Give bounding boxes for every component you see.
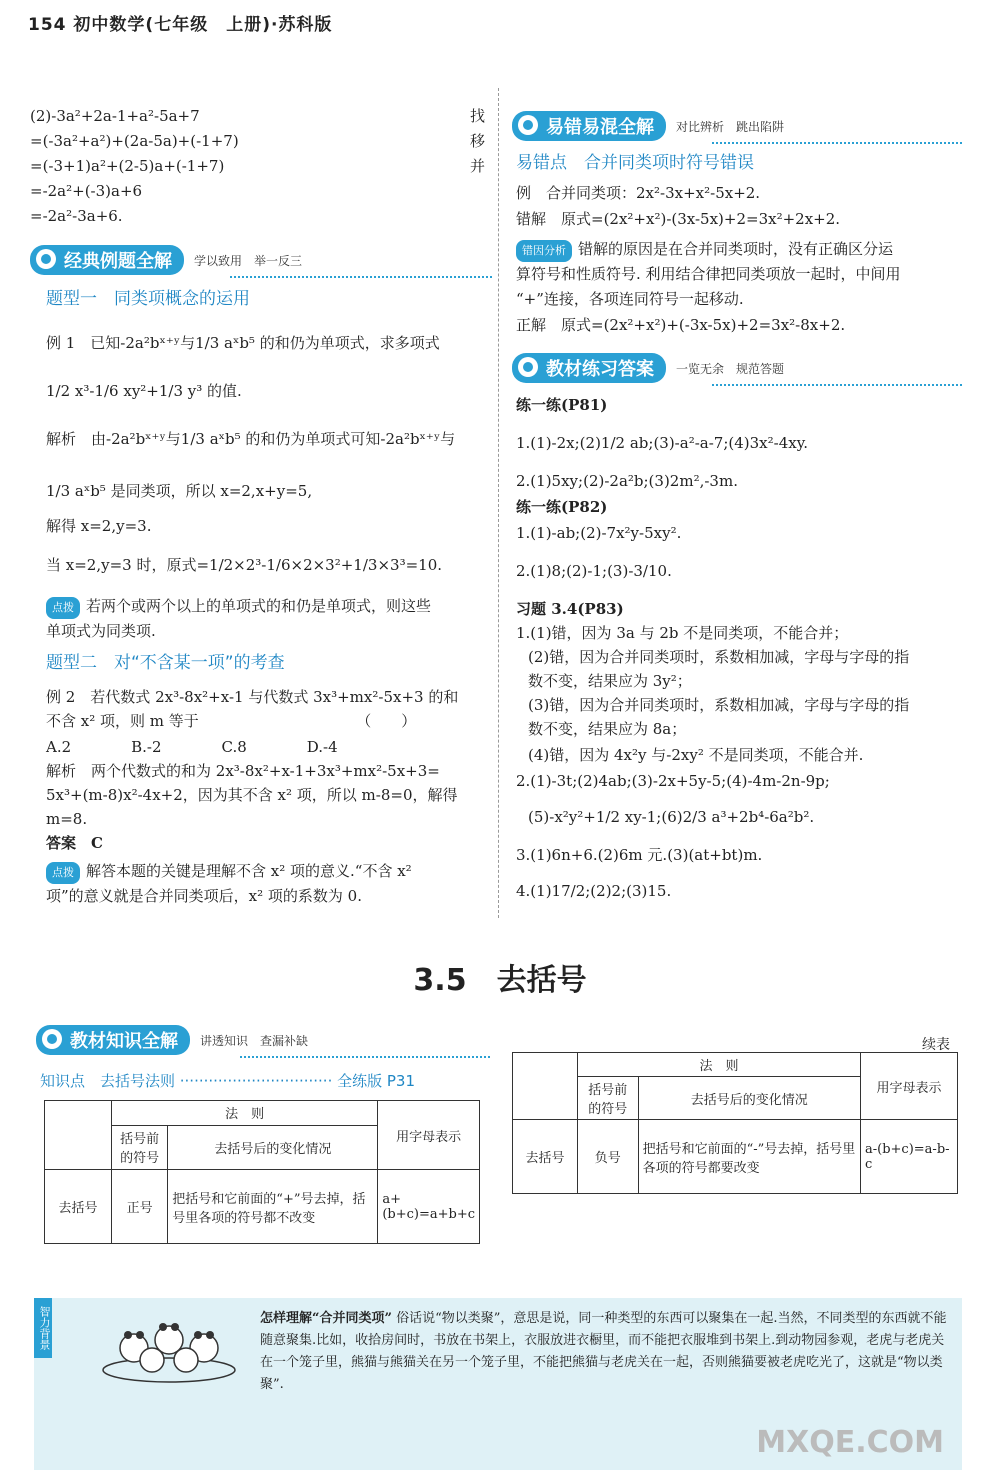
- calc-line: (2)-3a²+2a-1+a²-5a+7: [30, 107, 200, 125]
- example-line: 当 x=2,y=3 时，原式=1/2×2³-1/6×2×3²+1/3×3³=10.: [46, 556, 442, 574]
- calc-line: =(-3+1)a²+(2-5)a+(-1+7): [30, 157, 225, 175]
- example-line: 例 1 已知-2a²bˣ⁺ʸ与1/3 aˣb⁵ 的和仍为单项式，求多项式: [46, 334, 440, 352]
- answer-line: 4.(1)17/2;(2)2;(3)15.: [516, 882, 672, 900]
- table-cell: a-(b+c)=a-b-c: [861, 1120, 958, 1194]
- table-col-header: 去括号后的变化情况: [638, 1077, 860, 1120]
- calc-line: =-2a²+(-3)a+6: [30, 182, 143, 200]
- tip-badge: 点拨: [46, 862, 80, 884]
- section-banner: [30, 246, 302, 274]
- type-title: 题型二 对“不含某一项”的考查: [46, 653, 285, 673]
- table-col-header: 括号前的符号: [112, 1125, 168, 1169]
- banner-title: 易错易混全解: [512, 111, 666, 141]
- answer-line: 1.(1)-ab;(2)-7x²y-5xy².: [516, 524, 682, 542]
- background-box: [34, 1298, 962, 1470]
- error-badge: 错因分析: [516, 240, 572, 262]
- banner-rule: [230, 276, 492, 278]
- banner-tag: 学以致用 举一反三: [194, 253, 303, 268]
- row-header: 去括号: [45, 1170, 112, 1244]
- table-head: 法 则: [112, 1101, 378, 1126]
- answer-line: 答案 C: [46, 834, 103, 852]
- rule-table-continued: [512, 1052, 958, 1194]
- book-title: 初中数学(七年级 上册)·苏科版: [73, 15, 333, 35]
- answer-line: 2.(1)5xy;(2)-2a²b;(3)2m²,-3m.: [516, 472, 738, 490]
- table-cell: 负号: [578, 1120, 639, 1194]
- error-line: 错因分析 错解的原因是在合并同类项时，没有正确区分运: [516, 238, 893, 262]
- error-line: 错解 原式=(2x²+x²)-(3x-5x)+2=3x²+2x+2.: [516, 210, 841, 228]
- answer-line: 2.(1)-3t;(2)4ab;(3)-2x+5y-5;(4)-4m-2n-9p;: [516, 772, 830, 790]
- table-cell: 把括号和它前面的“-”号去掉，括号里各项的符号都要改变: [638, 1120, 860, 1194]
- example-line: 例 2 若代数式 2x³-8x²+x-1 与代数式 3x³+mx²-5x+3 的和: [46, 688, 459, 706]
- banner-tag: 讲透知识 查漏补缺: [200, 1033, 309, 1048]
- banner-tag: 一览无余 规范答题: [676, 361, 785, 376]
- calc-note: 找: [470, 107, 486, 125]
- answer-heading: 练一练(P81): [516, 396, 608, 414]
- banner-tag: 对比辨析 跳出陷阱: [676, 119, 785, 134]
- answer-line: 数不变，结果应为 3y²；: [528, 672, 692, 690]
- calc-note: 并: [470, 157, 486, 175]
- knowledge-point: 知识点 去括号法则 ································ 全练版 P31: [40, 1072, 416, 1090]
- error-line: 算符号和性质符号. 利用结合律把同类项放一起时，中间用: [516, 265, 901, 283]
- table-col-header: 用字母表示: [861, 1053, 958, 1120]
- background-body: 俗话说“物以类聚”，意思是说，同一种类型的东西可以聚集在一起.当然，不同类型的东西就不能随意聚集.比如，收拾房间时，书放在书架上，衣服放进衣橱里，而不能把衣服堆到书架上.到动物园参观，老虎与老虎关在一个笼子里，熊猫与熊猫关在另一个笼子里，不能把熊猫与老虎关在一起，否则熊猫要被老虎吃光了，这就是“物以类聚”.: [260, 1311, 947, 1392]
- table-col-header: 用字母表示: [378, 1101, 480, 1170]
- answer-line: (2)错，因为合并同类项时，系数相加减，字母与字母的指: [528, 648, 910, 666]
- example-line: m=8.: [46, 810, 88, 828]
- row-header: 去括号: [513, 1120, 578, 1194]
- background-title: 怎样理解“合并同类项”: [260, 1311, 392, 1326]
- pandas-illustration: [94, 1308, 244, 1388]
- answer-line: 2.(1)8;(2)-1;(3)-3/10.: [516, 562, 672, 580]
- chapter-title: 3.5 去括号: [413, 963, 587, 998]
- calc-note: 移: [470, 132, 486, 150]
- page-header: [28, 10, 332, 35]
- error-title: 易错点 合并同类项时符号错误: [516, 153, 754, 173]
- answer-line: (3)错，因为合并同类项时，系数相加减，字母与字母的指: [528, 696, 910, 714]
- tip-line: 项”的意义就是合并同类项后，x² 项的系数为 0.: [46, 887, 362, 905]
- corner-cell: [513, 1053, 578, 1120]
- example-line: 1/3 aˣb⁵ 是同类项，所以 x=2,x+y=5,: [46, 482, 313, 500]
- example-line: A.2 B.-2 C.8 D.-4: [46, 738, 338, 756]
- tip-badge: 点拨: [46, 597, 80, 619]
- answer-line: 1.(1)错，因为 3a 与 2b 不是同类项，不能合并；: [516, 624, 849, 642]
- banner-title: 经典例题全解: [30, 245, 184, 275]
- answer-line: 3.(1)6n+6.(2)6m 元.(3)(at+bt)m.: [516, 846, 763, 864]
- column-divider: [498, 88, 499, 918]
- example-line: 解析 由-2a²bˣ⁺ʸ与1/3 aˣb⁵ 的和仍为单项式可知-2a²bˣ⁺ʸ与: [46, 430, 456, 448]
- example-line: 1/2 x³-1/6 xy²+1/3 y³ 的值.: [46, 382, 242, 400]
- answer-line: (5)-x²y²+1/2 xy-1;(6)2/3 a³+2b⁴-6a²b².: [528, 808, 815, 826]
- corner-cell: [45, 1101, 112, 1170]
- calc-line: =(-3a²+a²)+(2a-5a)+(-1+7): [30, 132, 239, 150]
- background-text: [260, 1308, 950, 1396]
- example-line: 解析 两个代数式的和为 2x³-8x²+x-1+3x³+mx²-5x+3=: [46, 762, 440, 780]
- continued-label: 续表: [922, 1037, 950, 1053]
- example-line: 不含 x² 项，则 m 等于 （ ）: [46, 712, 417, 730]
- calc-line: =-2a²-3a+6.: [30, 207, 123, 225]
- table-col-header: 括号前的符号: [578, 1077, 639, 1120]
- page-number: 154: [28, 15, 67, 35]
- tip-line: 单项式为同类项.: [46, 622, 156, 640]
- section-banner: [512, 112, 784, 140]
- table-cell: 正号: [112, 1170, 168, 1244]
- table-cell: 把括号和它前面的“+”号去掉，括号里各项的符号都不改变: [168, 1170, 378, 1244]
- answer-heading: 习题 3.4(P83): [516, 600, 624, 618]
- banner-title: 教材知识全解: [36, 1025, 190, 1055]
- watermark: MXQE.COM: [756, 1425, 944, 1460]
- section-banner: [512, 354, 784, 382]
- error-line: 例 合并同类项：2x²-3x+x²-5x+2.: [516, 184, 761, 202]
- tip-line: 点拨 若两个或两个以上的单项式的和仍是单项式，则这些: [46, 595, 431, 619]
- example-line: 5x³+(m-8)x²-4x+2，因为其不含 x² 项，所以 m-8=0，解得: [46, 786, 458, 804]
- banner-rule: [712, 384, 962, 386]
- answer-heading: 练一练(P82): [516, 498, 608, 516]
- banner-rule: [712, 142, 962, 144]
- table-head: 法 则: [578, 1053, 861, 1077]
- banner-rule: [240, 1056, 490, 1058]
- rule-table: [44, 1100, 480, 1244]
- answer-line: 数不变，结果应为 8a；: [528, 720, 687, 738]
- section-banner: [36, 1026, 308, 1054]
- table-cell: a+(b+c)=a+b+c: [378, 1170, 480, 1244]
- answer-line: (4)错，因为 4x²y 与-2xy² 不是同类项，不能合并.: [528, 746, 864, 764]
- tip-line: 点拨 解答本题的关键是理解不含 x² 项的意义.“不含 x²: [46, 860, 412, 884]
- error-line: “+”连接，各项连同符号一起移动.: [516, 290, 744, 308]
- error-line: 正解 原式=(2x²+x²)+(-3x-5x)+2=3x²-8x+2.: [516, 316, 846, 334]
- side-label: 智力背景: [34, 1298, 52, 1358]
- answer-line: 1.(1)-2x;(2)1/2 ab;(3)-a²-a-7;(4)3x²-4xy.: [516, 434, 808, 452]
- table-col-header: 去括号后的变化情况: [168, 1125, 378, 1169]
- type-title: 题型一 同类项概念的运用: [46, 289, 250, 309]
- example-line: 解得 x=2,y=3.: [46, 517, 152, 535]
- banner-title: 教材练习答案: [512, 353, 666, 383]
